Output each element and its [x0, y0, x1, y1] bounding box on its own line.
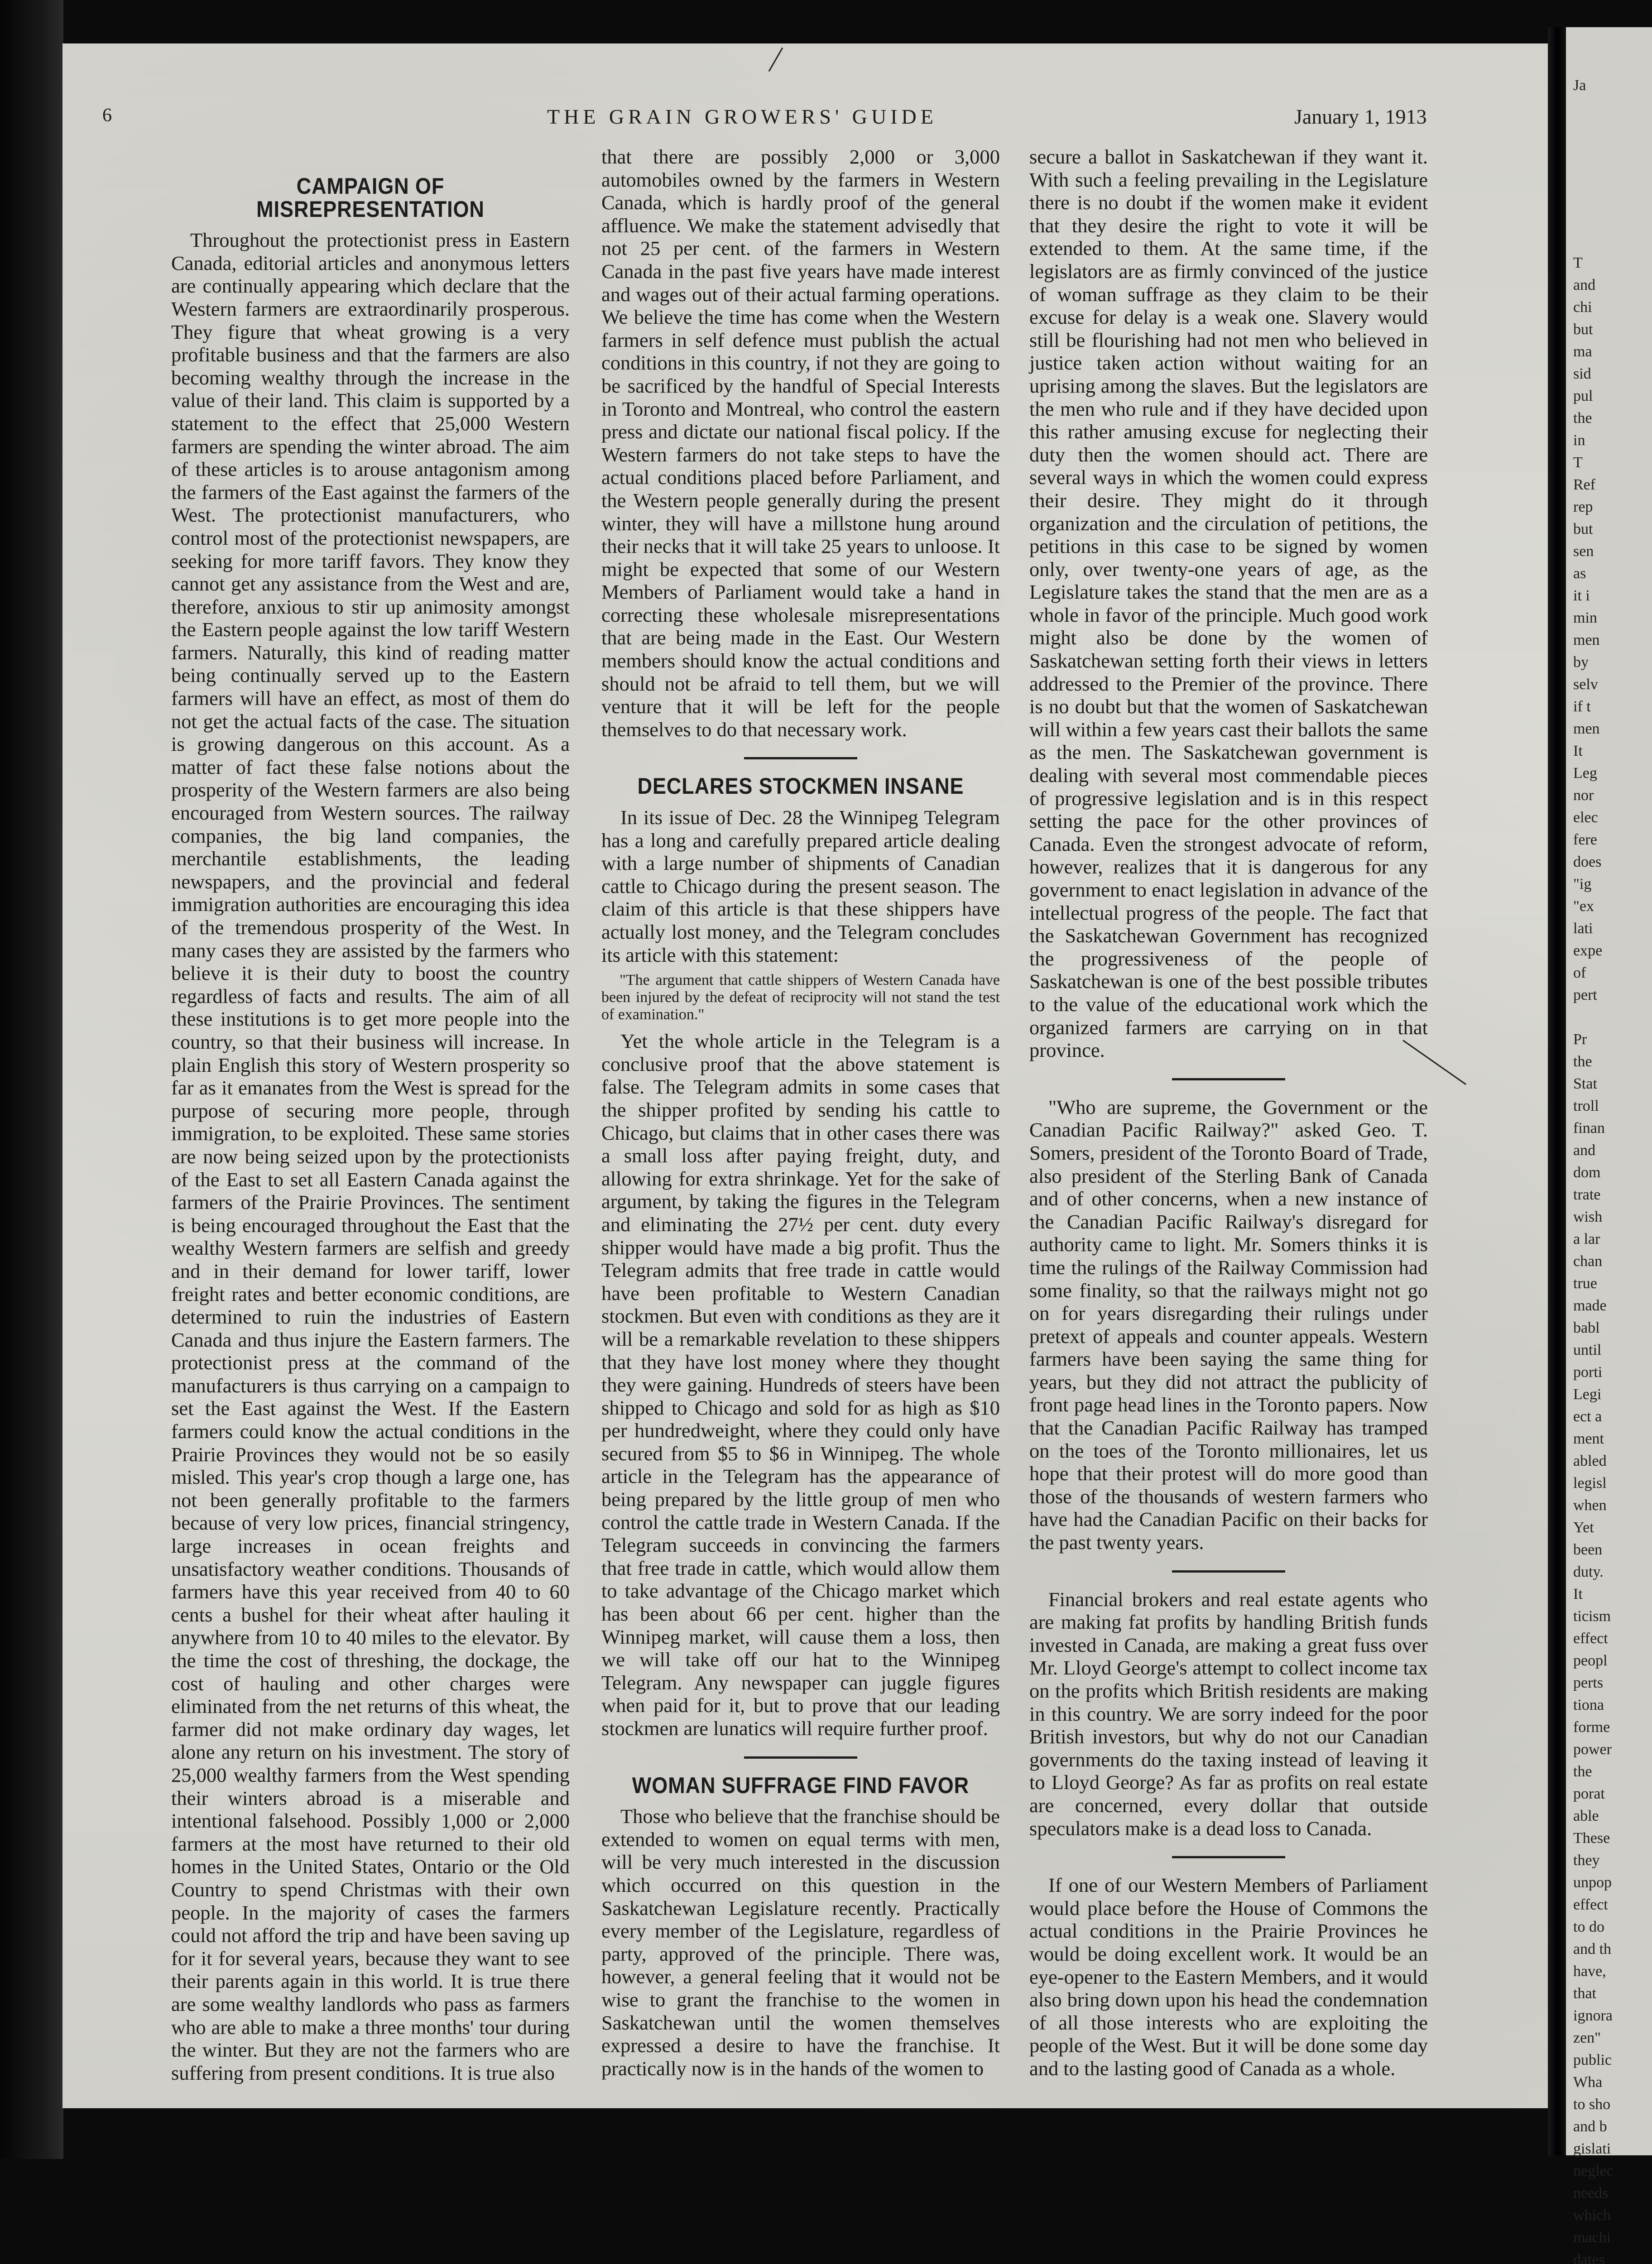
page-number: 6 — [102, 105, 112, 126]
article-railway-body: "Who are supreme, the Government or the Canadian Pacific Railway?" asked Geo. T. Somers, president of the Toronto Board of Trade, also president of the Sterling Bank of Canada and of other concerns, when a new instance of the Canadian Pacific Railway's disregard for authority came to light. Mr. Somers thinks it is time the rulings of the Railway Commission had some finality, so that the railways might not go on for years disregarding their rulings under pretext of appeals and counter appeals. Western farmers have been saying the same thing for years, but they did not attract the publicity of front page head lines in the Toronto papers. Now that the Canadian Pacific Railway has tramped on the toes of the Toronto millionaires, let us hope that their protest will do more good than those of the thousands of western farmers who have had the Canadian Pacific on their backs for the past twenty years. — [1029, 1095, 1428, 1554]
adjacent-text-fragment: chan — [1573, 1253, 1603, 1270]
adjacent-text-fragment: the — [1573, 410, 1592, 427]
divider-rule — [1172, 1078, 1285, 1080]
adjacent-text-fragment: gislati — [1573, 2140, 1611, 2157]
adjacent-text-fragment: chi — [1573, 299, 1592, 316]
adjacent-text-fragment: true — [1573, 1275, 1597, 1292]
divider-rule — [744, 757, 857, 759]
adjacent-text-fragment: by — [1573, 654, 1589, 671]
adjacent-text-fragment: trate — [1573, 1186, 1601, 1203]
campaign-continuation — [601, 145, 1000, 741]
column-1 — [171, 175, 570, 2084]
adjacent-text-fragment: It — [1573, 743, 1583, 759]
adjacent-text-fragment: and b — [1573, 2118, 1607, 2135]
adjacent-text-fragment: perts — [1573, 1674, 1604, 1691]
divider-rule — [1172, 1570, 1285, 1573]
adjacent-text-fragment: wish — [1573, 1209, 1603, 1225]
article-stockmen-intro: In its issue of Dec. 28 the Winnipeg Telegram has a long and carefully prepared article dealing with a large number of shipments of Canadian cattle to Chicago during the present season. The claim of this article is that these shippers have actually lost money, and the Telegram concludes its article with this statement: — [601, 806, 1000, 966]
adjacent-text-fragment: elec — [1573, 809, 1598, 826]
adjacent-text-fragment: power — [1573, 1741, 1612, 1758]
adjacent-text-fragment: effect — [1573, 1896, 1608, 1913]
adjacent-text-fragment: of — [1573, 964, 1586, 981]
adjacent-text-fragment: sen — [1573, 543, 1594, 560]
journal-title: THE GRAIN GROWERS' GUIDE — [547, 105, 937, 128]
running-header — [62, 105, 1548, 136]
adjacent-text-fragment: zen" — [1573, 2029, 1601, 2046]
adjacent-text-fragment: a lar — [1573, 1231, 1600, 1247]
adjacent-text-fragment: lati — [1573, 920, 1593, 937]
article-members-body: If one of our Western Members of Parliament would place before the House of Commons the actual conditions in the Prairie Provinces he would be doing excellent work. It would be an eye-opener to the Eastern Members, and it would also bring down upon his head the condemnation of all those interests who are exploiting the people of the West. But it will be done some day and to the lasting good of Canada as a whole. — [1029, 1874, 1428, 2080]
adjacent-text-fragment: pert — [1573, 987, 1597, 1003]
article-brokers-body: Financial brokers and real estate agents who are making fat profits by handling British funds invested in Canada, are making a great fuss over Mr. Lloyd George's attempt to collect income tax on the profits which British residents are making in this country. We are sorry indeed for the poor British investors, but why do not our Canadian governments do the taxing instead of leaving it to Lloyd George? As far as profits on real estate are concerned, every dollar that outside speculators make is a dead loss to Canada. — [1029, 1588, 1428, 1840]
adjacent-text-fragment: porat — [1573, 1785, 1605, 1802]
adjacent-text-fragment: pul — [1573, 388, 1593, 404]
telegram-quote: "The argument that cattle shippers of Western Canada have been injured by the defeat of reciprocity will not stand the test of examination." — [601, 972, 1000, 1023]
adjacent-page-fragment — [1566, 27, 1652, 2264]
adjacent-text-fragment: the — [1573, 1053, 1592, 1070]
divider-rule — [744, 1756, 857, 1759]
adjacent-text-fragment: Wha — [1573, 2074, 1603, 2091]
film-edge-left — [0, 0, 63, 2159]
adjacent-text-fragment: dates — [1573, 2251, 1605, 2264]
column-2 — [601, 145, 1000, 2080]
adjacent-text-fragment: Pr — [1573, 1031, 1587, 1048]
adjacent-text-fragment: in — [1573, 432, 1585, 449]
newspaper-page — [62, 43, 1548, 2108]
article-campaign-body: Throughout the protectionist press in Eastern Canada, editorial articles and anonymous letters are continually appearing which declare that the Western farmers are extraordinarily prosperous. They figure that wheat growing is a very profitable business and that the farmers are also becoming wealthy through the increase in the value of their land. This claim is supported by a statement to the effect that 25,000 Western farmers are spending the winter abroad. The aim of these articles is to arouse antagonism among the farmers of the East against the farmers of the West. The protectionist manufacturers, who control most of the protectionist newspapers, are seeking for more tariff favors. They know they cannot get any assistance from the West and are, therefore, anxious to stir up animosity amongst the Eastern people against the low tariff Western farmers. Naturally, this kind of reading matter being continually served up to the Eastern farmers will have an effect, as most of them do not get the actual facts of the case. The situation is growing dangerous on this account. As a matter of fact these false notions about the prosperity of the Western farmers are also being encouraged from Western sources. The railway companies, the big land companies, the merchantile establishments, the leading newspapers, and the provincial and federal immigration authorities are encouraging this idea of the tremendous prosperity of the West. In many cases they are assisted by the farmers who believe it is their duty to boost the country regardless of facts and results. The aim of all these institutions is to get more people into the country, so that their business will increase. In plain English this story of Western prosperity so far as it emanates from the West is spread for the purpose of securing more people, through immigration, to be exploited. These same stories are now being seized upon by the protectionists of the East to set all Eastern Canada against the farmers of the Prairie Provinces. The sentiment is being encouraged throughout the East that the wealthy Western farmers are selfish and greedy and in their demand for lower tariff, lower freight rates and better economic conditions, are determined to ruin the industries of Eastern Canada and thus injure the Eastern farmers. The protectionist press at the command of the manufacturers is thus carrying on a campaign to set the East against the West. If the Eastern farmers could know the actual conditions in the Prairie Provinces they would not be so easily misled. This year's crop though a large one, has not been generally profitable to the farmers because of very low prices, financial stringency, large increases in ocean freights and unsatisfactory weather conditions. Thousands of farmers have this year received from 40 to 60 cents a bushel for their wheat after hauling it anywhere from 10 to 40 miles to the elevator. By the time the cost of threshing, the dockage, the cost of hauling and other charges were eliminated from the net returns of this wheat, the farmer did not make ordinary day wages, let alone any return on his investment. The story of 25,000 wealthy farmers from the West spending their winters abroad is a miserable and intentional falsehood. Possibly 1,000 or 2,000 farmers at the most have returned to their old homes in the United States, Ontario or the Old Country to spend Christmas with their own people. In the majority of cases the farmers could not afford the trip and have been saving up for it for several years, because they want to see their parents again in this world. It is true there are some wealthy landlords who pass as farmers who are able to make a three months' tour during the winter. But they are not the farmers who are suffering from present conditions. It is true also — [171, 229, 570, 2084]
suffrage-continuation — [1029, 145, 1428, 1062]
adjacent-text-fragment: ignora — [1573, 2007, 1613, 2024]
article-suffrage-body: Those who believe that the franchise should be extended to women on equal terms with men, will be very much interested in the discussion which occurred on this question in the Saskatchewan Legislature recently. Practically every member of the Legislature, regardless of party, approved of the principle. There was, however, a general feeling that it would not be wise to grant the franchise to the women in Saskatchewan until the women themselves expressed a desire to have the franchise. It practically now is in the hands of the women to — [601, 1805, 1000, 2080]
adjacent-text-fragment: nor — [1573, 787, 1594, 804]
adjacent-text-fragment: Legi — [1573, 1386, 1602, 1403]
adjacent-text-fragment: finan — [1573, 1120, 1605, 1137]
adjacent-text-fragment: as — [1573, 565, 1586, 582]
adjacent-text-fragment: needs — [1573, 2185, 1609, 2202]
adjacent-text-fragment: and — [1573, 1142, 1596, 1159]
adjacent-text-fragment: that — [1573, 1985, 1596, 2002]
adjacent-text-fragment: dom — [1573, 1164, 1601, 1181]
headline-campaign: CAMPAIGN OF MISREPRESENTATION — [256, 173, 485, 222]
adjacent-text-fragment: troll — [1573, 1098, 1599, 1114]
adjacent-text-fragment: it i — [1573, 587, 1590, 604]
adjacent-text-fragment: made — [1573, 1297, 1607, 1314]
adjacent-text-fragment: These — [1573, 1830, 1610, 1847]
adjacent-text-fragment: "ig — [1573, 876, 1592, 892]
column-3 — [1029, 145, 1428, 2080]
adjacent-text-fragment: rep — [1573, 499, 1593, 515]
adjacent-text-fragment: babl — [1573, 1319, 1600, 1336]
film-scratch — [768, 48, 783, 72]
adjacent-text-fragment: It — [1573, 1586, 1583, 1602]
adjacent-text-fragment: but — [1573, 321, 1593, 338]
headline-suffrage: WOMAN SUFFRAGE FIND FAVOR — [632, 1772, 970, 1798]
adjacent-text-fragment: which — [1573, 2207, 1611, 2224]
article-stockmen-body: Yet the whole article in the Telegram is a conclusive proof that the above statement is false. The Telegram admits in some cases that the shipper profited by sending his cattle to Chicago, but claims that in other cases there was a small loss after paying freight, duty, and allowing for extra shrinkage. Yet for the sake of argument, by taking the figures in the Telegram and eliminating the 27½ per cent. duty every shipper would have made a big profit. Thus the Telegram admits that free trade in cattle would have been profitable to Western Canadian stockmen. But even with conditions as they are it will be a remarkable revelation to these shippers that they have lost money where they thought they were gaining. Hundreds of steers have been shipped to Chicago and sold for as high as $10 per hundredweight, where they could only have secured from $5 to $6 in Winnipeg. The whole article in the Telegram has the appearance of being prepared by the little group of men who control the cattle trade in Western Canada. If the Telegram succeeds in convincing the farmers that free trade in cattle, which would allow them to take advantage of the Chicago market which has been about 66 per cent. higher than the Winnipeg market, will cause them a loss, then we will take off our hat to the Winnipeg Telegram. Any newspaper can juggle figures when paid for it, but to prove that our leading stockmen are lunatics will require further proof. — [601, 1030, 1000, 1740]
adjacent-text-fragment: been — [1573, 1541, 1603, 1558]
adjacent-text-fragment: and — [1573, 277, 1596, 293]
divider-rule — [1172, 1856, 1285, 1858]
adjacent-text-fragment: and th — [1573, 1941, 1612, 1957]
adjacent-text-fragment: Yet — [1573, 1519, 1594, 1536]
adjacent-text-fragment: Ref — [1573, 476, 1596, 493]
adjacent-text-fragment: Stat — [1573, 1075, 1597, 1092]
adjacent-text-fragment: until — [1573, 1342, 1602, 1358]
adjacent-text-fragment: peopl — [1573, 1652, 1608, 1669]
adjacent-text-fragment: to do — [1573, 1919, 1604, 1935]
adjacent-text-fragment: T — [1573, 454, 1583, 471]
adjacent-text-fragment: abled — [1573, 1453, 1607, 1469]
adjacent-text-fragment: min — [1573, 609, 1597, 626]
adjacent-text-fragment: duty. — [1573, 1564, 1604, 1580]
adjacent-text-fragment: does — [1573, 854, 1602, 870]
adjacent-text-fragment: sid — [1573, 365, 1591, 382]
adjacent-text-fragment: porti — [1573, 1364, 1603, 1381]
issue-date: January 1, 1913 — [1294, 105, 1427, 128]
adjacent-text-fragment: ma — [1573, 343, 1592, 360]
adjacent-text-fragment: to sho — [1573, 2096, 1611, 2113]
adjacent-text-fragment: have, — [1573, 1963, 1606, 1980]
adjacent-text-fragment: fere — [1573, 831, 1597, 848]
adjacent-text-fragment: ect a — [1573, 1408, 1602, 1425]
adjacent-text-fragment: T — [1573, 254, 1583, 271]
adjacent-text-fragment: neglec — [1573, 2163, 1614, 2179]
adjacent-text-fragment: expe — [1573, 942, 1603, 959]
adjacent-text-fragment: forme — [1573, 1719, 1610, 1736]
adjacent-text-fragment: machi — [1573, 2229, 1611, 2246]
adjacent-text-fragment: men — [1573, 632, 1600, 648]
adjacent-text-fragment: able — [1573, 1808, 1599, 1824]
adjacent-text-fragment: "ex — [1573, 898, 1594, 915]
continued-text: secure a ballot in Saskatchewan if they want it. With such a feeling prevailing in the Legislature there is no doubt if the women make it evident that they desire the right to vote it will be extended to them. At the same time, if the legislators are as firmly convinced of the justice of woman suffrage as they claim to be their excuse for delay is a weak one. Slavery would still be flourishing had not men who believed in justice taken action without waiting for an uprising among the slaves. But the legislators are the men who rule and if they have decided upon this rather amusing excuse for neglecting their duty then the women should act. There are several ways in which the women could express their desire. They might do it through organization and the circulation of petitions, the petitions in this case to be signed by women only, over twenty-one years of age, as the Legislature takes the stand that the men are as a whole in favor of the principle. Much good work might also be done by the women of Saskatchewan setting forth their views in letters addressed to the Premier of the province. There is no doubt but that the women of Saskatchewan will within a few years cast their ballots the same as the men. The Saskatchewan government is dealing with several most commendable pieces of progressive legislation and is in this respect setting the pace for the other provinces of Canada. Even the strongest advocate of reform, however, realizes that it is dangerous for any government to enact legislation in advance of the intellectual progress of the people. The fact that the Saskatchewan Government has recognized the progressiveness of the people of Saskatchewan is one of the best possible tributes to the value of the educational work which the organized farmers are carrying on in that province. — [1029, 145, 1428, 1062]
adjacent-text-fragment: tiona — [1573, 1697, 1604, 1713]
adjacent-text-fragment: when — [1573, 1497, 1607, 1514]
adjacent-text-fragment: men — [1573, 720, 1600, 737]
headline-stockmen: DECLARES STOCKMEN INSANE — [637, 773, 964, 799]
adjacent-text-fragment: if t — [1573, 698, 1591, 715]
continued-text: that there are possibly 2,000 or 3,000 automobiles owned by the farmers in Western Canada, which is hardly proof of the general affluence. We make the statement advisedly that not 25 per cent. of the farmers in Western Canada in the past five years have made interest and wages out of their actual farming operations. We believe the time has come when the Western farmers in self defence must publish the actual conditions in this country, if not they are going to be sacrificed by the handful of Special Interests in Toronto and Montreal, who control the eastern press and dictate our national fiscal policy. If the Western farmers do not take steps to have the actual conditions placed before Parliament, and the Western people generally during the present winter, they will have a millstone hung around their necks that it will take 25 years to unloose. It might be expected that some of our Western Members of Parliament would take a hand in correcting these wholesale misrepresentations that are being made in the East. Our Western members should know the actual conditions and should not be afraid to tell them, but we will venture that it will be left for the people themselves to do that necessary work. — [601, 145, 1000, 741]
page-gutter — [1548, 27, 1566, 2155]
adjacent-text-fragment: ment — [1573, 1430, 1604, 1447]
adjacent-text-fragment: Ja — [1573, 77, 1586, 94]
adjacent-text-fragment: public — [1573, 2052, 1612, 2068]
adjacent-text-fragment: selv — [1573, 676, 1598, 693]
adjacent-text-fragment: unpop — [1573, 1874, 1612, 1891]
adjacent-text-fragment: the — [1573, 1763, 1592, 1780]
adjacent-text-fragment: Leg — [1573, 765, 1597, 782]
adjacent-text-fragment: they — [1573, 1852, 1600, 1869]
adjacent-text-fragment: effect — [1573, 1630, 1608, 1647]
adjacent-text-fragment: but — [1573, 521, 1593, 537]
adjacent-text-fragment: ticism — [1573, 1608, 1611, 1625]
adjacent-text-fragment: legisl — [1573, 1475, 1607, 1492]
